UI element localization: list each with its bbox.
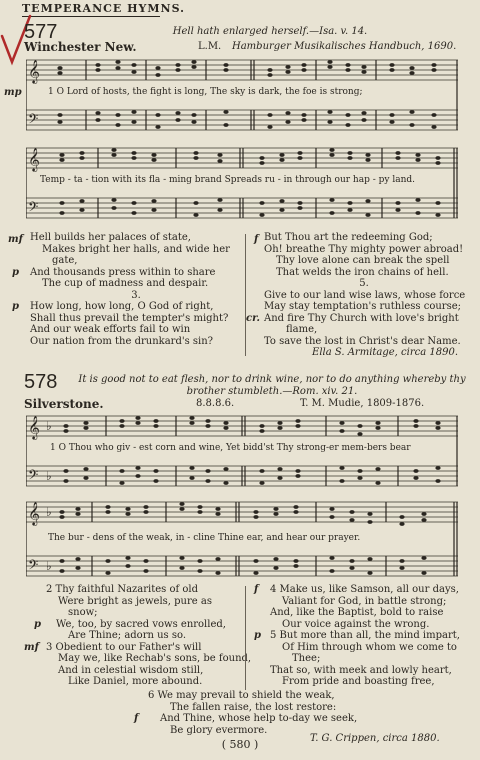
- column-divider: [245, 234, 246, 356]
- verse-line: flame,: [286, 324, 318, 335]
- hymn-577-v4-dynamic: f: [254, 234, 259, 245]
- running-head-rule: [22, 16, 160, 17]
- verse-line: Give to our land wise laws, whose force: [264, 289, 466, 301]
- hymn-577-v5-dynamic: cr.: [246, 312, 260, 324]
- hymn-577-lyric-line-1: 1 O Lord of hosts, the fight is long, The sky is dark, the foe is strong;: [48, 87, 363, 97]
- verse-line: The cup of madness and despair.: [42, 278, 209, 289]
- verse-line: Are Thine; adorn us so.: [68, 630, 187, 641]
- verse-line-text: How long, how long, O God of right,: [30, 301, 214, 312]
- svg-text:𝄢: 𝄢: [28, 111, 39, 130]
- hymn-578-lyric-line-2: The bur - dens of the weak, in - cline Thine ear, and hear our prayer.: [48, 533, 361, 543]
- verse-number-3: 3.: [131, 289, 141, 301]
- column-divider: [245, 586, 246, 690]
- hymn-578-v2-dynamic: p: [34, 618, 41, 630]
- verse-line: [254, 630, 466, 642]
- verse-line: And in celestial wisdom still,: [58, 664, 204, 676]
- verse-line-text: And fire Thy Church with love's bright: [264, 312, 459, 324]
- verse-line: Valiant for God, in battle strong;: [282, 595, 447, 607]
- verse-line: 2 Thy faithful Nazarites of old: [46, 584, 199, 595]
- verse-line: The fallen raise, the lost restore:: [170, 701, 337, 713]
- svg-text:𝄞: 𝄞: [28, 415, 40, 439]
- verse-line: Hell builds her palaces of state,: [30, 232, 191, 243]
- verse-line-text: 5 But more than all, the mind impart,: [270, 630, 460, 641]
- verse-line: To save the lost in Christ's dear Name.: [264, 335, 461, 347]
- running-head: TEMPERANCE HYMNS.: [22, 2, 185, 15]
- verse-line: [24, 641, 242, 654]
- verse-line: gate,: [52, 255, 78, 266]
- hymn-number-578: 578: [24, 371, 58, 393]
- verse-line: Shall thus prevail the tempter's might?: [30, 312, 229, 324]
- hymn-578-tune-name: Silverstone.: [24, 397, 104, 411]
- svg-text:𝄢: 𝄢: [28, 199, 39, 218]
- hymn-578-lyric-line-1: 1 O Thou who giv - est corn and wine, Yet bidd'st Thy strong-er mem-bers bear: [50, 443, 411, 453]
- hymn-578-final-dynamic: f: [134, 713, 139, 724]
- verse-line: [246, 312, 464, 325]
- hymn-577-v2-dynamic: mf: [8, 234, 23, 245]
- hymn-578-final-verse: [134, 690, 368, 736]
- verse-line: From pride and boasting free,: [282, 676, 435, 687]
- hymn-578-verses-right: [254, 584, 466, 688]
- verse-line-text: And Thine, whose help to-day we seek,: [160, 713, 358, 724]
- hymn-577-dynamic-mp: mp: [4, 87, 22, 98]
- hymn-578-composer: T. M. Mudie, 1809-1876.: [300, 398, 425, 409]
- verse-line: And our weak efforts fail to win: [30, 324, 191, 335]
- verse-line: [134, 713, 368, 725]
- svg-text:𝄢: 𝄢: [28, 557, 39, 576]
- verse-line: 6 We may prevail to shield the weak,: [148, 690, 335, 701]
- verse-line: And, like the Baptist, bold to raise: [270, 607, 444, 618]
- verse-line: [12, 301, 242, 313]
- hymn-577-v2-dynamic-p: p: [12, 266, 19, 278]
- verse-line: Makes bright her halls, and wide her: [42, 243, 230, 255]
- hymn-578-epigraph-line-1: It is good not to eat flesh, nor to drink wine, nor to do anything whereby thy: [78, 374, 466, 385]
- hymn-578-v4-dynamic: f: [254, 584, 259, 595]
- svg-text:♭: ♭: [46, 469, 52, 483]
- hymn-578-v3-dynamic: mf: [24, 641, 39, 653]
- hymn-number-577: 577: [24, 21, 58, 43]
- verse-line: snow;: [68, 607, 98, 618]
- hymn-577-meter: L.M.: [198, 41, 222, 52]
- svg-text:𝄞: 𝄞: [28, 147, 40, 171]
- svg-text:♭: ♭: [46, 419, 52, 433]
- svg-text:𝄞: 𝄞: [28, 59, 40, 83]
- verse-line-text: We, too, by sacred vows enrolled,: [56, 618, 226, 630]
- verse-line: [12, 266, 242, 279]
- hymn-577-verses-left: [8, 232, 242, 347]
- hymn-578-attribution: T. G. Crippen, circa 1880.: [310, 733, 440, 744]
- verse-line-text: 3 Obedient to our Father's will: [46, 641, 202, 653]
- verse-line: Like Daniel, more abound.: [68, 676, 203, 687]
- verse-line: But Thou art the redeeming God;: [264, 232, 433, 243]
- hymn-578-epigraph-line-2: brother stumbleth.—Rom. xiv. 21.: [186, 386, 358, 397]
- verse-number-5: 5.: [359, 278, 369, 289]
- hymn-577-v3-dynamic: p: [12, 301, 19, 312]
- svg-text:𝄞: 𝄞: [28, 501, 40, 525]
- verse-line: Our voice against the wrong.: [282, 618, 430, 630]
- hymn-577-verses-right: [246, 232, 466, 359]
- verse-line: May we, like Rechab's sons, be found,: [58, 653, 252, 664]
- verse-line: That so, with meek and lowly heart,: [270, 664, 452, 676]
- hymn-577-music-system-2: [26, 142, 458, 228]
- verse-line: Thee;: [292, 653, 321, 664]
- hymn-578-v5-dynamic: p: [254, 630, 261, 641]
- svg-text:𝄢: 𝄢: [28, 467, 39, 486]
- hymn-577-tune-name: Winchester New.: [24, 40, 137, 54]
- verse-line: That welds the iron chains of hell.: [276, 266, 449, 278]
- hymn-577-attribution: Ella S. Armitage, circa 1890.: [312, 347, 458, 358]
- verse-line-text: And thousands press within to share: [30, 266, 216, 278]
- hymn-577-source: Hamburger Musikalisches Handbuch, 1690.: [232, 41, 457, 52]
- svg-text:♭: ♭: [46, 559, 52, 573]
- page-number: ( 580 ): [221, 738, 259, 751]
- verse-line: 4 Make us, like Samson, all our days,: [270, 584, 459, 595]
- verse-line: Of Him through whom we come to: [282, 641, 457, 653]
- hymn-577-epigraph: Hell hath enlarged herself.—Isa. v. 14.: [172, 26, 368, 37]
- verse-line: Be glory evermore.: [170, 724, 268, 736]
- verse-line: [34, 618, 242, 631]
- hymn-578-verses-left: [24, 584, 252, 688]
- verse-line: Were bright as jewels, pure as: [58, 595, 212, 607]
- verse-line: May stay temptation's ruthless course;: [264, 301, 462, 312]
- hymn-578-meter: 8.8.8.6.: [196, 398, 235, 409]
- hymn-577-lyric-line-2: Temp - ta - tion with its fla - ming brand Spreads ru - in through our hap - py land.: [40, 175, 415, 185]
- hymn-578-epigraph: [72, 374, 472, 398]
- verse-line: Oh! breathe Thy mighty power abroad!: [264, 243, 464, 255]
- svg-text:♭: ♭: [46, 505, 52, 519]
- verse-line: Thy love alone can break the spell: [276, 255, 450, 266]
- verse-line: Our nation from the drunkard's sin?: [30, 335, 214, 347]
